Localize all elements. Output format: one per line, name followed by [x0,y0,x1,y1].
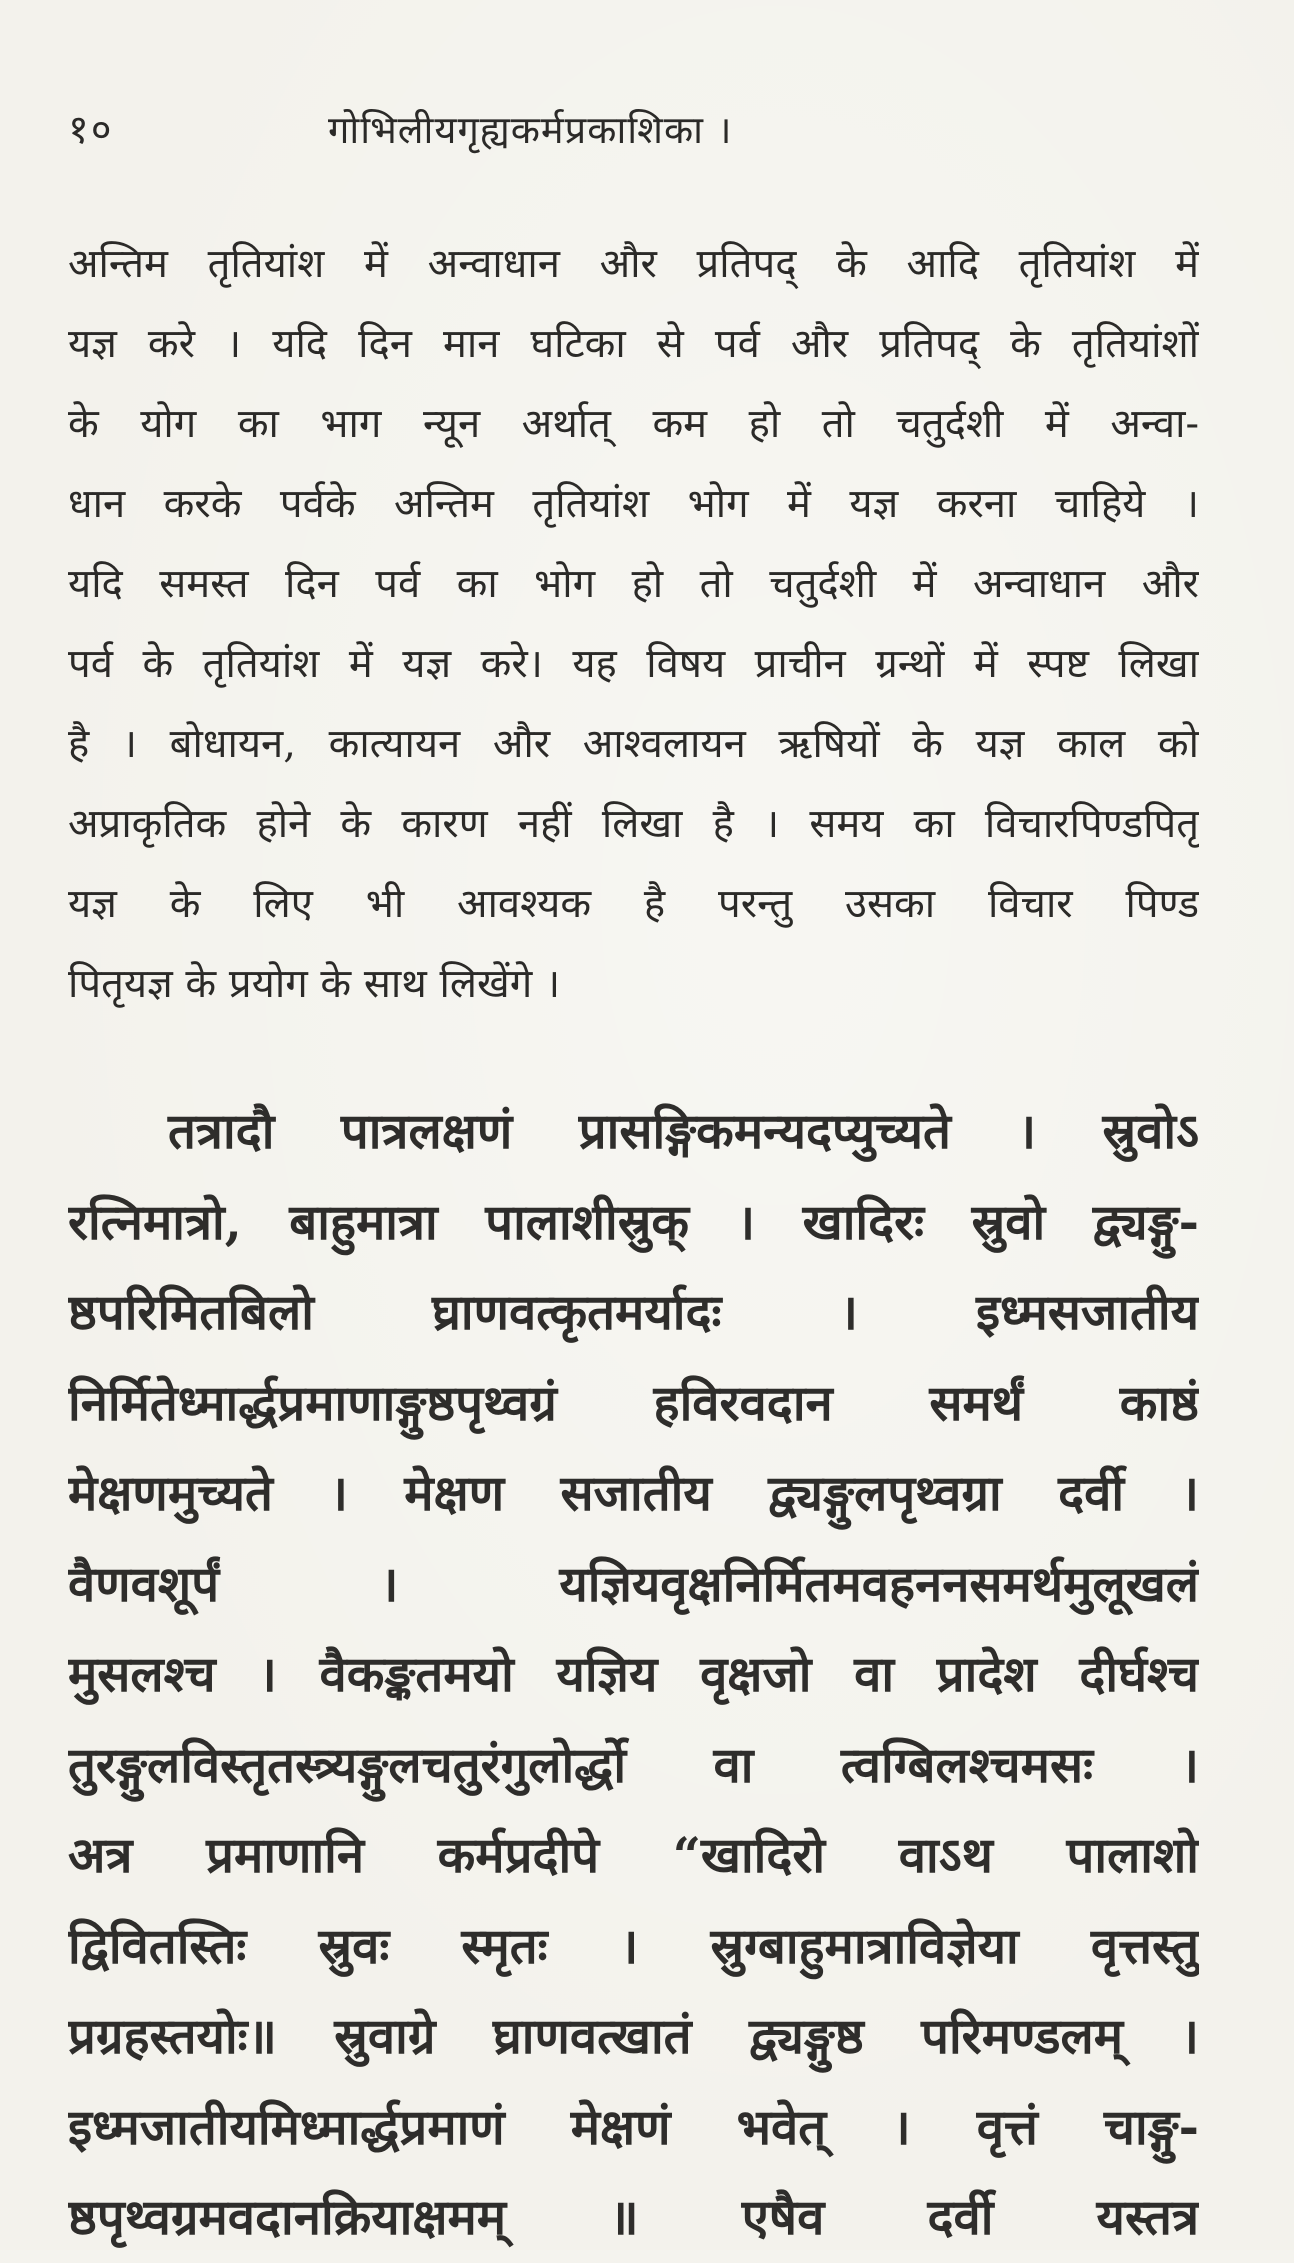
commentary-line: पितृयज्ञ के प्रयोग के साथ लिखेंगे । [68,961,561,1007]
sanskrit-line: तुरङ्गुलविस्तृतस्त्र्यङ्गुलचतुरंगुलोर्द्धो वा त्वग्बिलश्चमसः । [68,1735,1199,1794]
sanskrit-line: अत्र प्रमाणानि कर्मप्रदीपे “खादिरो वाऽथ पालाशो [68,1826,1199,1884]
sanskrit-line: वैणवशूर्पं । यज्ञियवृक्षनिर्मितमवहननसमर्थमुलूखलं [68,1554,1199,1613]
sanskrit-line: ष्ठपरिमितबिलो घ्राणवत्कृतमर्यादः । इध्मसजातीय [68,1283,1199,1341]
hindi-commentary [68,224,1199,1024]
commentary-line: यज्ञ के लिए भी आवश्यक है परन्तु उसका विचार पिण्ड [68,881,1199,927]
running-title: गोभिलीयगृह्यकर्मप्रकाशिका । [328,108,733,152]
sanskrit-line: द्विवितस्तिः स्रुवः स्मृतः । स्रुग्बाहुमात्राविज्ञेया वृत्तस्तु [68,1916,1199,1975]
commentary-line: अन्तिम तृतियांश में अन्वाधान और प्रतिपद् के आदि तृतियांश में [68,241,1199,287]
page-number: १० [68,107,114,153]
sanskrit-line: मुसलश्च । वैकङ्कतमयो यज्ञिय वृक्षजो वा प्रादेश दीर्घश्च [68,1645,1199,1703]
sanskrit-line: निर्मितेध्मार्द्धप्रमाणाङ्गुष्ठपृथ्वग्रं हविरवदान समर्थं काष्ठं [68,1373,1199,1432]
commentary-line: के योग का भाग न्यून अर्थात् कम हो तो चतुर्दशी में अन्वा- [68,401,1199,447]
commentary-line: यदि समस्त दिन पर्व का भोग हो तो चतुर्दशी में अन्वाधान और [68,561,1199,607]
sanskrit-line: मेक्षणमुच्यते । मेक्षण सजातीय द्व्यङ्गुलपृथ्वग्रा दर्वी । [68,1464,1199,1522]
commentary-line: पर्व के तृतियांश में यज्ञ करे। यह विषय प्राचीन ग्रन्थों में स्पष्ट लिखा [68,641,1199,687]
sanskrit-line: ष्ठपृथ्वग्रमवदानक्रियाक्षमम् ॥ एषैव दर्वी यस्तत्र [68,2188,1199,2246]
sanskrit-line: तत्रादौ पात्रलक्षणं प्रासङ्गिकमन्यदप्युच्यते । स्रुवोऽ [168,1102,1199,1160]
sanskrit-line: इध्मजातीयमिध्मार्द्धप्रमाणं मेक्षणं भवेत् । वृत्तं चाङ्गु- [68,2097,1199,2156]
sanskrit-line: रत्निमात्रो, बाहुमात्रा पालाशीस्रुक् । खादिरः स्रुवो द्व्यङ्गु- [68,1192,1199,1251]
commentary-line: अप्राकृतिक होने के कारण नहीं लिखा है । समय का विचारपिण्डपितृ [68,801,1199,847]
commentary-line: यज्ञ करे । यदि दिन मान घटिका से पर्व और प्रतिपद् के तृतियांशों [68,321,1199,367]
sanskrit-line: प्रग्रहस्तयोः॥ स्रुवाग्रे घ्राणवत्खातं द्व्यङ्गुष्ठ परिमण्डलम् । [68,2007,1199,2065]
sanskrit-text [68,1086,1199,2263]
commentary-line: धान करके पर्वके अन्तिम तृतियांश भोग में यज्ञ करना चाहिये । [68,481,1199,527]
commentary-line: है । बोधायन, कात्यायन और आश्वलायन ऋषियों के यज्ञ काल को [68,721,1199,767]
page-header [68,100,1199,160]
